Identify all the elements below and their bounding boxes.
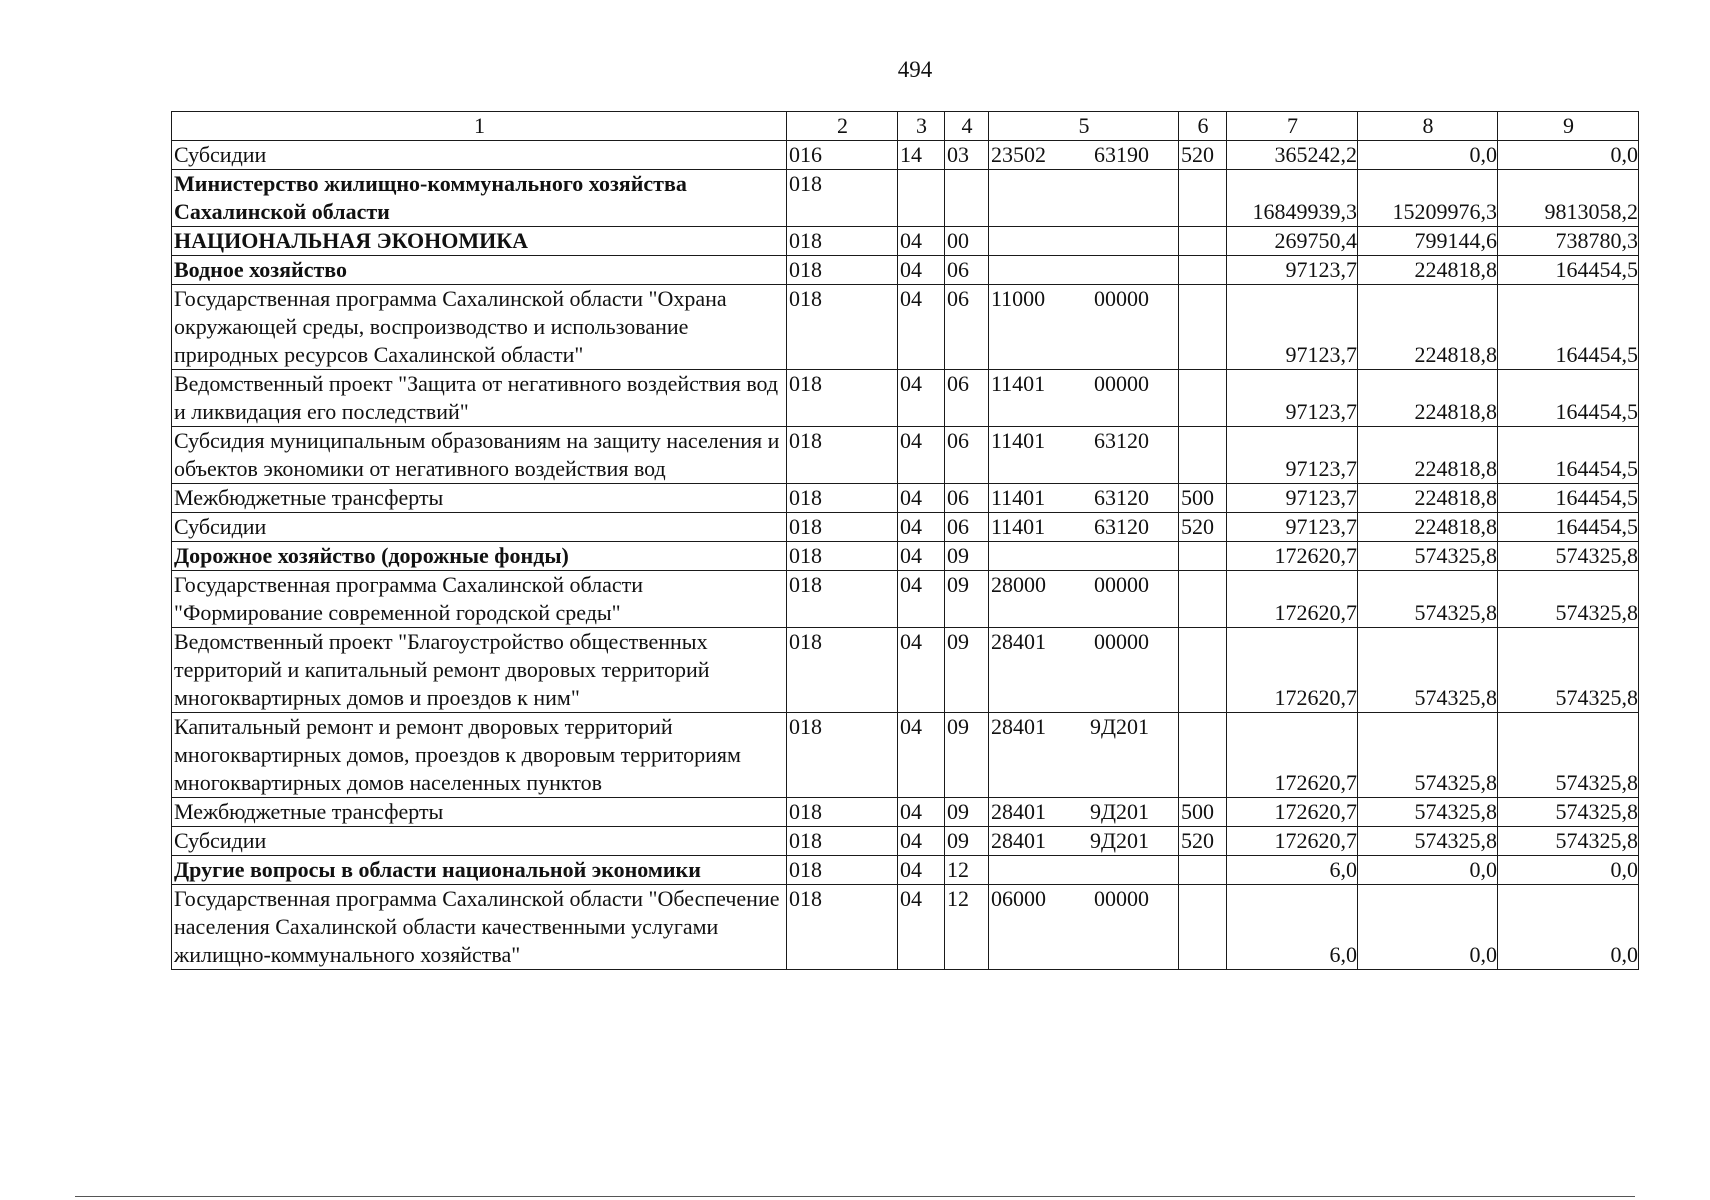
amount-col7-cell: 97123,7 <box>1227 427 1358 484</box>
amount-col8-cell: 224818,8 <box>1358 427 1498 484</box>
target-article-parts <box>991 427 1177 455</box>
amount-col8-cell: 224818,8 <box>1358 484 1498 513</box>
target-article-cell <box>989 427 1179 484</box>
row-name-cell: Ведомственный проект "Защита от негативного воздействия вод и ликвидация его последствий" <box>172 370 787 427</box>
subsection-code-cell: 12 <box>945 885 989 970</box>
table-row <box>172 628 1639 713</box>
target-article-parts <box>991 713 1177 741</box>
target-article-part-2: 63120 <box>1094 514 1149 539</box>
section-code-cell: 04 <box>898 513 945 542</box>
row-name-cell: Государственная программа Сахалинской области "Формирование современной городской среды" <box>172 571 787 628</box>
amount-col9-cell: 9813058,2 <box>1498 170 1639 227</box>
target-article-part-1: 06000 <box>991 886 1046 911</box>
table-row <box>172 513 1639 542</box>
target-article-part-2: 00000 <box>1094 886 1149 911</box>
table-row <box>172 484 1639 513</box>
expense-type-cell <box>1179 170 1227 227</box>
row-name-cell: Государственная программа Сахалинской области "Обеспечение населения Сахалинской области качественными услугами жилищно-коммунального хозяйства" <box>172 885 787 970</box>
target-article-part-1: 11401 <box>991 371 1046 396</box>
target-article-cell <box>989 571 1179 628</box>
table-row <box>172 713 1639 798</box>
table-row <box>172 571 1639 628</box>
expense-type-cell: 520 <box>1179 513 1227 542</box>
target-article-cell <box>989 227 1179 256</box>
amount-col8-cell: 0,0 <box>1358 141 1498 170</box>
expense-type-cell <box>1179 571 1227 628</box>
target-article-part-2: 9Д201 <box>1089 828 1149 853</box>
expense-type-cell: 520 <box>1179 827 1227 856</box>
expense-type-cell <box>1179 256 1227 285</box>
table-body <box>172 112 1639 970</box>
row-name-cell: Государственная программа Сахалинской области "Охрана окружающей среды, воспроизводство и использование природных ресурсов Сахалинской области" <box>172 285 787 370</box>
page-number: 494 <box>897 57 933 82</box>
target-article-cell <box>989 256 1179 285</box>
amount-col9-cell: 0,0 <box>1498 856 1639 885</box>
amount-col9-cell: 164454,5 <box>1498 285 1639 370</box>
target-article-part-1: 28401 <box>991 714 1046 739</box>
subsection-code-cell <box>945 170 989 227</box>
amount-col7-cell: 172620,7 <box>1227 798 1358 827</box>
grbs-code-cell: 018 <box>787 513 898 542</box>
target-article-cell <box>989 484 1179 513</box>
section-code-cell: 04 <box>898 484 945 513</box>
amount-col9-cell: 164454,5 <box>1498 484 1639 513</box>
target-article-cell <box>989 170 1179 227</box>
column-header-1: 1 <box>172 112 787 141</box>
section-code-cell: 04 <box>898 827 945 856</box>
target-article-cell <box>989 798 1179 827</box>
section-code-cell: 04 <box>898 713 945 798</box>
amount-col7-cell: 16849939,3 <box>1227 170 1358 227</box>
grbs-code-cell: 018 <box>787 885 898 970</box>
section-code-cell: 04 <box>898 798 945 827</box>
amount-col8-cell: 224818,8 <box>1358 513 1498 542</box>
target-article-cell <box>989 285 1179 370</box>
column-header-6: 6 <box>1179 112 1227 141</box>
target-article-part-2: 00000 <box>1094 572 1149 597</box>
row-name-cell: Ведомственный проект "Благоустройство общественных территорий и капитальный ремонт дворовых территорий многоквартирных домов и проездов к ним" <box>172 628 787 713</box>
expense-type-cell <box>1179 628 1227 713</box>
column-header-8: 8 <box>1358 112 1498 141</box>
section-code-cell: 14 <box>898 141 945 170</box>
target-article-part-2: 63120 <box>1094 485 1149 510</box>
target-article-parts <box>991 513 1177 541</box>
amount-col7-cell: 6,0 <box>1227 885 1358 970</box>
grbs-code-cell: 018 <box>787 542 898 571</box>
row-name-cell: Межбюджетные трансферты <box>172 484 787 513</box>
grbs-code-cell: 018 <box>787 256 898 285</box>
expense-type-cell <box>1179 285 1227 370</box>
target-article-part-1: 28401 <box>991 828 1046 853</box>
table-row <box>172 827 1639 856</box>
grbs-code-cell: 018 <box>787 285 898 370</box>
row-name-cell: Субсидия муниципальным образованиям на защиту населения и объектов экономики от негативного воздействия вод <box>172 427 787 484</box>
amount-col9-cell: 574325,8 <box>1498 571 1639 628</box>
target-article-cell <box>989 827 1179 856</box>
target-article-part-1: 23502 <box>991 142 1046 167</box>
amount-col7-cell: 172620,7 <box>1227 827 1358 856</box>
table-row <box>172 141 1639 170</box>
target-article-cell <box>989 513 1179 542</box>
amount-col8-cell: 224818,8 <box>1358 370 1498 427</box>
amount-col9-cell: 164454,5 <box>1498 427 1639 484</box>
subsection-code-cell: 09 <box>945 571 989 628</box>
table-row <box>172 256 1639 285</box>
budget-table <box>171 111 1639 970</box>
subsection-code-cell: 06 <box>945 256 989 285</box>
row-name-cell: Водное хозяйство <box>172 256 787 285</box>
amount-col8-cell: 0,0 <box>1358 856 1498 885</box>
row-name-cell: Субсидии <box>172 827 787 856</box>
grbs-code-cell: 018 <box>787 484 898 513</box>
amount-col7-cell: 172620,7 <box>1227 542 1358 571</box>
expense-type-cell <box>1179 370 1227 427</box>
row-name-cell: Министерство жилищно-коммунального хозяйства Сахалинской области <box>172 170 787 227</box>
table-row <box>172 798 1639 827</box>
target-article-part-2: 63120 <box>1094 428 1149 453</box>
row-name-cell: Субсидии <box>172 513 787 542</box>
column-header-4: 4 <box>945 112 989 141</box>
row-name-cell: НАЦИОНАЛЬНАЯ ЭКОНОМИКА <box>172 227 787 256</box>
amount-col8-cell: 224818,8 <box>1358 285 1498 370</box>
target-article-parts <box>991 370 1177 398</box>
target-article-parts <box>991 798 1177 826</box>
target-article-parts <box>991 484 1177 512</box>
expense-type-cell: 520 <box>1179 141 1227 170</box>
target-article-part-1: 11401 <box>991 428 1046 453</box>
subsection-code-cell: 06 <box>945 370 989 427</box>
subsection-code-cell: 09 <box>945 542 989 571</box>
amount-col9-cell: 164454,5 <box>1498 513 1639 542</box>
target-article-part-2: 9Д201 <box>1089 714 1149 739</box>
amount-col8-cell: 15209976,3 <box>1358 170 1498 227</box>
amount-col9-cell: 164454,5 <box>1498 370 1639 427</box>
grbs-code-cell: 018 <box>787 427 898 484</box>
bottom-scan-line <box>75 1196 1635 1197</box>
section-code-cell: 04 <box>898 571 945 628</box>
target-article-part-1: 28401 <box>991 799 1046 824</box>
target-article-part-2: 00000 <box>1094 286 1149 311</box>
row-name-cell: Другие вопросы в области национальной экономики <box>172 856 787 885</box>
amount-col7-cell: 97123,7 <box>1227 370 1358 427</box>
target-article-cell <box>989 542 1179 571</box>
amount-col7-cell: 365242,2 <box>1227 141 1358 170</box>
column-header-2: 2 <box>787 112 898 141</box>
grbs-code-cell: 018 <box>787 827 898 856</box>
section-code-cell: 04 <box>898 256 945 285</box>
amount-col7-cell: 97123,7 <box>1227 484 1358 513</box>
column-header-9: 9 <box>1498 112 1639 141</box>
row-name-cell: Субсидии <box>172 141 787 170</box>
table-row <box>172 427 1639 484</box>
grbs-code-cell: 018 <box>787 571 898 628</box>
amount-col7-cell: 97123,7 <box>1227 285 1358 370</box>
table-row <box>172 170 1639 227</box>
amount-col8-cell: 574325,8 <box>1358 798 1498 827</box>
row-name-cell: Капитальный ремонт и ремонт дворовых территорий многоквартирных домов, проездов к дворовым территориям многоквартирных домов населенных пунктов <box>172 713 787 798</box>
grbs-code-cell: 016 <box>787 141 898 170</box>
table-row <box>172 370 1639 427</box>
section-code-cell: 04 <box>898 885 945 970</box>
subsection-code-cell: 09 <box>945 798 989 827</box>
section-code-cell: 04 <box>898 227 945 256</box>
amount-col7-cell: 172620,7 <box>1227 628 1358 713</box>
target-article-part-1: 11000 <box>991 286 1046 311</box>
subsection-code-cell: 09 <box>945 827 989 856</box>
amount-col9-cell: 0,0 <box>1498 885 1639 970</box>
section-code-cell: 04 <box>898 370 945 427</box>
target-article-cell <box>989 370 1179 427</box>
subsection-code-cell: 00 <box>945 227 989 256</box>
grbs-code-cell: 018 <box>787 227 898 256</box>
table-row <box>172 285 1639 370</box>
section-code-cell: 04 <box>898 285 945 370</box>
table-row <box>172 856 1639 885</box>
amount-col8-cell: 574325,8 <box>1358 628 1498 713</box>
amount-col7-cell: 97123,7 <box>1227 256 1358 285</box>
subsection-code-cell: 09 <box>945 628 989 713</box>
amount-col7-cell: 172620,7 <box>1227 713 1358 798</box>
subsection-code-cell: 03 <box>945 141 989 170</box>
section-code-cell: 04 <box>898 542 945 571</box>
amount-col9-cell: 574325,8 <box>1498 827 1639 856</box>
expense-type-cell <box>1179 856 1227 885</box>
target-article-part-2: 00000 <box>1094 371 1149 396</box>
target-article-parts <box>991 141 1177 169</box>
column-header-5: 5 <box>989 112 1179 141</box>
amount-col7-cell: 6,0 <box>1227 856 1358 885</box>
target-article-cell <box>989 713 1179 798</box>
amount-col8-cell: 574325,8 <box>1358 571 1498 628</box>
target-article-parts <box>991 827 1177 855</box>
target-article-cell <box>989 885 1179 970</box>
amount-col8-cell: 574325,8 <box>1358 827 1498 856</box>
expense-type-cell <box>1179 713 1227 798</box>
table-row <box>172 885 1639 970</box>
target-article-parts <box>991 571 1177 599</box>
amount-col7-cell: 269750,4 <box>1227 227 1358 256</box>
target-article-part-1: 28000 <box>991 572 1046 597</box>
subsection-code-cell: 12 <box>945 856 989 885</box>
header-row <box>172 112 1639 141</box>
grbs-code-cell: 018 <box>787 628 898 713</box>
expense-type-cell: 500 <box>1179 484 1227 513</box>
target-article-part-2: 63190 <box>1094 142 1149 167</box>
amount-col9-cell: 574325,8 <box>1498 628 1639 713</box>
expense-type-cell <box>1179 885 1227 970</box>
amount-col9-cell: 164454,5 <box>1498 256 1639 285</box>
grbs-code-cell: 018 <box>787 170 898 227</box>
grbs-code-cell: 018 <box>787 856 898 885</box>
amount-col7-cell: 172620,7 <box>1227 571 1358 628</box>
amount-col8-cell: 224818,8 <box>1358 256 1498 285</box>
subsection-code-cell: 09 <box>945 713 989 798</box>
subsection-code-cell: 06 <box>945 484 989 513</box>
target-article-parts <box>991 628 1177 656</box>
target-article-cell <box>989 856 1179 885</box>
column-header-3: 3 <box>898 112 945 141</box>
target-article-parts <box>991 885 1177 913</box>
column-header-7: 7 <box>1227 112 1358 141</box>
target-article-cell <box>989 628 1179 713</box>
expense-type-cell <box>1179 227 1227 256</box>
grbs-code-cell: 018 <box>787 370 898 427</box>
row-name-cell: Дорожное хозяйство (дорожные фонды) <box>172 542 787 571</box>
amount-col9-cell: 574325,8 <box>1498 713 1639 798</box>
grbs-code-cell: 018 <box>787 798 898 827</box>
expense-type-cell <box>1179 542 1227 571</box>
section-code-cell <box>898 170 945 227</box>
amount-col7-cell: 97123,7 <box>1227 513 1358 542</box>
amount-col9-cell: 738780,3 <box>1498 227 1639 256</box>
expense-type-cell <box>1179 427 1227 484</box>
amount-col8-cell: 0,0 <box>1358 885 1498 970</box>
target-article-part-1: 11401 <box>991 485 1046 510</box>
amount-col9-cell: 574325,8 <box>1498 542 1639 571</box>
amount-col8-cell: 574325,8 <box>1358 542 1498 571</box>
section-code-cell: 04 <box>898 856 945 885</box>
amount-col9-cell: 574325,8 <box>1498 798 1639 827</box>
target-article-part-2: 9Д201 <box>1089 799 1149 824</box>
amount-col8-cell: 799144,6 <box>1358 227 1498 256</box>
table-row <box>172 542 1639 571</box>
target-article-part-2: 00000 <box>1094 629 1149 654</box>
expense-type-cell: 500 <box>1179 798 1227 827</box>
subsection-code-cell: 06 <box>945 427 989 484</box>
table-row <box>172 227 1639 256</box>
section-code-cell: 04 <box>898 628 945 713</box>
amount-col9-cell: 0,0 <box>1498 141 1639 170</box>
target-article-parts <box>991 285 1177 313</box>
row-name-cell: Межбюджетные трансферты <box>172 798 787 827</box>
subsection-code-cell: 06 <box>945 513 989 542</box>
section-code-cell: 04 <box>898 427 945 484</box>
amount-col8-cell: 574325,8 <box>1358 713 1498 798</box>
target-article-part-1: 28401 <box>991 629 1046 654</box>
subsection-code-cell: 06 <box>945 285 989 370</box>
target-article-part-1: 11401 <box>991 514 1046 539</box>
grbs-code-cell: 018 <box>787 713 898 798</box>
target-article-cell <box>989 141 1179 170</box>
